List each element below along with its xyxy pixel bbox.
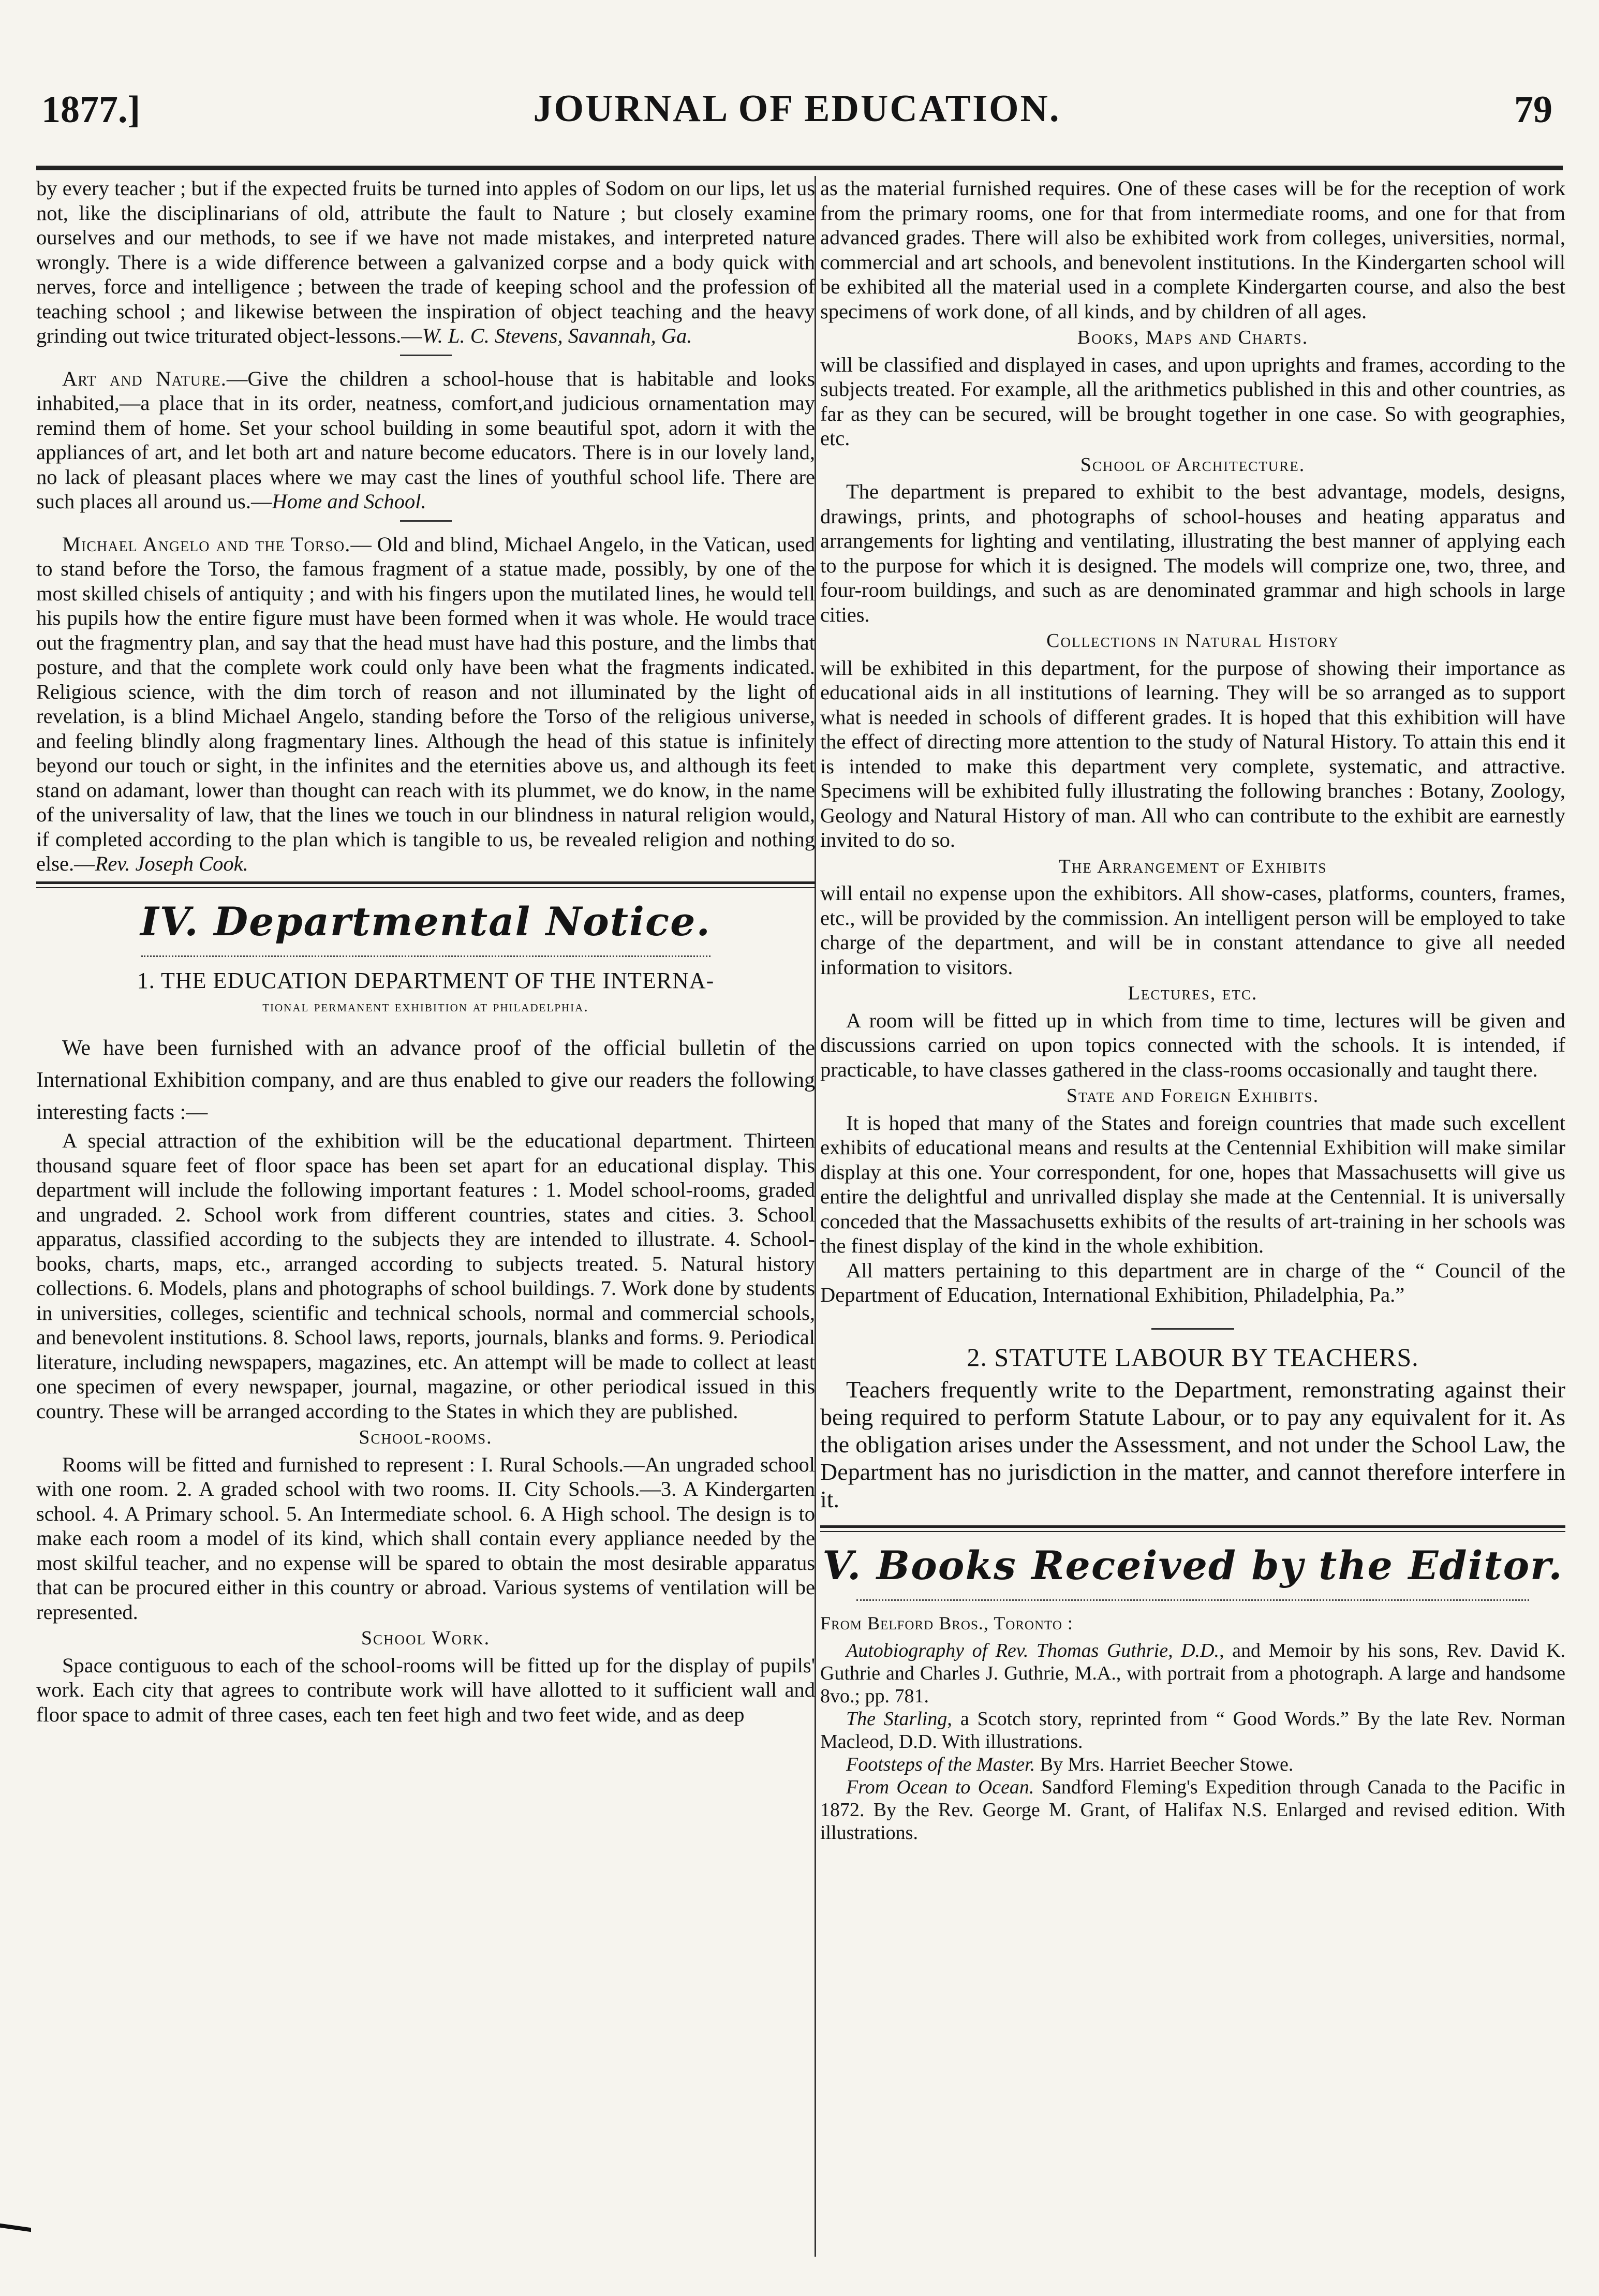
- paragraph: by every teacher ; but if the expected fruits be turned into apples of Sodom on our lips, let us not, like the disciplinarians of old, attribute the fault to Nature ; but closely examine ourselves and our methods, to see if we have not made mistakes, and interpreted nature wrongly. There is a wide difference between a galvanized corpse and a body quick with nerves, force and intelligence ; between the trade of keeping school and the profession of teaching school ; and likewise between the inspiration of object teaching and the heavy grinding out twice triturated object-lessons.—W. L. C. Stevens, Savannah, Ga.: [36, 176, 815, 347]
- book-entry: Autobiography of Rev. Thomas Guthrie, D.D., and Memoir by his sons, Rev. David K. Guthrie and Charles J. Guthrie, M.A., with portrait from a photograph. A large and handsome 8vo.; pp. 781.: [820, 1639, 1565, 1707]
- intro-paragraph: We have been furnished with an advance proof of the official bulletin of the International Exhibition company, and are thus enabled to give our readers the following interesting facts :—: [36, 1036, 815, 1124]
- header-year: 1877.]: [41, 89, 141, 131]
- paragraph: All matters pertaining to this department are in charge of the “ Council of the Department of Education, International Exhibition, Philadelphia, Pa.”: [820, 1258, 1565, 1306]
- running-header: [31, 78, 1563, 145]
- ornament-rule: [856, 1599, 1529, 1601]
- paragraph: Teachers frequently write to the Department, remonstrating against their being required to perform Statute Labour, or to pay any equivalent for it. As the obligation arises under the Assessment, and not under the School Law, the Department has no jurisdiction in the matter, and cannot therefore interfere in it.: [820, 1376, 1565, 1512]
- article-title: 2. STATUTE LABOUR BY TEACHERS.: [967, 1342, 1419, 1372]
- subheading: Lectures, etc.: [1128, 982, 1258, 1004]
- paragraph: Art and Nature.—Give the children a school-house that is habitable and looks inhabited,—a place that in its order, neatness, comfort,and judicious ornamentation may remind them of home. Set your school building in some beautiful spot, adorn it with the appliances of art, and let both art and nature become educators. There is in our lovely land, no lack of pleasant places where we may cast the lines of youthful school life. There are such places all around us.—Home and School.: [36, 366, 815, 513]
- double-rule: [820, 1525, 1565, 1532]
- paragraph: will entail no expense upon the exhibitors. All show-cases, platforms, counters, frames, etc., will be provided by the commission. An intelligent person will be employed to take charge of the department, and will be in constant attendance to give all needed information to visitors.: [820, 881, 1565, 979]
- book-entry: From Ocean to Ocean. Sandford Fleming's Expedition through Canada to the Pacific in 1872. By the Rev. George M. Grant, of Halifax N.S. Enlarged and revised edition. With illustrations.: [820, 1776, 1565, 1844]
- book-list: [820, 1639, 1565, 1844]
- paragraph: Rooms will be fitted and furnished to represent : I. Rural Schools.—An ungraded school with one room. 2. A graded school with two rooms. II. City Schools.—3. A Kindergarten school. 4. A Primary school. 5. An Intermediate school. 6. A High school. The design is to make each room a model of its kind, which shall contain every appliance needed by the most skilful teacher, and no expense will be spared to obtain the most desirable apparatus that can be procured either in this country or abroad. Various systems of ventilation will be represented.: [36, 1452, 815, 1624]
- paragraph: The department is prepared to exhibit to the best advantage, models, designs, drawings, prints, and photographs of school-houses and heating apparatus and arrangements for lighting and ventilating, illustrating the best manner of applying each to the purpose for which it is designed. The models will comprize one, two, three, and four-room buildings, and such as are denominated grammar and high schools in large cities.: [820, 480, 1565, 626]
- separator: [400, 520, 452, 522]
- paragraph: It is hoped that many of the States and foreign countries that made such excellent exhibits of educational means and results at the Centennial Exhibition will make similar display at this one. Your correspondent, for one, hopes that Massachusetts will give us entire the delightful and unrivalled display she made at the Centennial. It is universally conceded that the Massachusetts exhibits of the results of art-training in her schools was the finest display of the kind in the whole exhibition.: [820, 1111, 1565, 1257]
- subheading: School of Architecture.: [1080, 453, 1306, 476]
- subheading: Collections in Natural History: [1046, 630, 1339, 652]
- header-rule: [36, 166, 1563, 170]
- publisher-line: From Belford Bros., Toronto :: [820, 1613, 1073, 1633]
- paragraph: Space contiguous to each of the school-rooms will be fitted up for the display of pupils' work. Each city that agrees to contribute work will have allotted to it sufficient wall and floor space to admit of three cases, each ten feet high and two feet wide, and as deep: [36, 1653, 815, 1726]
- subheading: Books, Maps and Charts.: [1077, 327, 1309, 348]
- ornament-rule: [141, 955, 710, 957]
- paragraph: will be classified and displayed in cases, and upon uprights and frames, according to the subjects treated. For example, all the arithmetics published in this and other countries, as far as they can be secured, will be brought together in one case. So with geographies, etc.: [820, 352, 1565, 450]
- separator: [1151, 1328, 1234, 1330]
- double-rule: [36, 881, 815, 888]
- book-entry: Footsteps of the Master. By Mrs. Harriet Beecher Stowe.: [846, 1753, 1294, 1775]
- section-heading: V. Books Received by the Editor.: [822, 1542, 1563, 1588]
- left-column: [36, 176, 815, 2257]
- paragraph: Michael Angelo and the Torso.— Old and blind, Michael Angelo, in the Vatican, used to stand before the Torso, the famous fragment of a statue made, possibly, by one of the most skilled chisels of antiquity ; and with his fingers upon the mutilated lines, he would tell his pupils how the entire figure must have been formed when it was whole. He would trace out the fragmentry plan, and say that the head must have had this posture, and the limbs that posture, and that the complete work could only have been what the fragments indicated. Religious science, with the dim torch of reason and not illuminated by the light of revelation, is a blind Michael Angelo, standing before the Torso of the religious universe, and feeling blindly along fragmentary lines. Although the head of this statue is infinitely beyond our touch or sight, in the infinites and the eternities above us, and although its feet stand on adamant, lower than thought can reach with its plummet, we do know, in the name of the universality of law, that the lines we touch in our blindness in natural religion would, if completed according to the plan which is tangible to us, be revealed religion and nothing else.—Rev. Joseph Cook.: [36, 532, 815, 875]
- subheading: State and Foreign Exhibits.: [1066, 1085, 1320, 1107]
- subheading: The Arrangement of Exhibits: [1058, 855, 1327, 877]
- separator: [400, 355, 452, 356]
- page-edge-mark: [0, 2224, 31, 2232]
- right-column: [820, 176, 1565, 2257]
- book-entry: The Starling, a Scotch story, reprinted from “ Good Words.” By the late Rev. Norman Macleod, D.D. With illustrations.: [820, 1708, 1565, 1753]
- journal-title: JOURNAL OF EDUCATION.: [533, 87, 1061, 130]
- subheading: School-rooms.: [359, 1426, 493, 1448]
- page-number: 79: [1514, 89, 1552, 131]
- article-title: 1. THE EDUCATION DEPARTMENT OF THE INTERNA-: [137, 967, 715, 993]
- section-heading: IV. Departmental Notice.: [140, 898, 711, 945]
- paragraph: will be exhibited in this department, for the purpose of showing their importance as educational aids in all institutions of learning. They will be so arranged as to support what is needed in schools of different grades. It is hoped that this exhibition will have the effect of directing more attention to the study of Natural History. To attain this end it is intended to make this department very complete, systematic, and attractive. Specimens will be exhibited fully illustrating the following branches : Botany, Zoology, Geology and Natural History of man. All who can contribute to the exhibit are earnestly invited to do so.: [820, 656, 1565, 851]
- article-subtitle: tional permanent exhibition at philadelphia.: [262, 997, 589, 1015]
- paragraph: A special attraction of the exhibition will be the educational department. Thirteen thousand square feet of floor space has been set apart for an educational display. This department will include the following important features : 1. Model school-rooms, graded and ungraded. 2. School work from different countries, states and cities. 3. School apparatus, classified according to the subjects they are intended to illustrate. 4. School-books, charts, maps, etc., arranged according to subjects treated. 5. Natural history collections. 6. Models, plans and photographs of school buildings. 7. Work done by students in universities, colleges, scientific and technical schools, normal and commercial schools, and benevolent institutions. 8. School laws, reports, journals, blanks and forms. 9. Periodical literature, including newspapers, magazines, etc. An attempt will be made to collect at least one specimen of every newspaper, journal, magazine, or other periodical issued in this country. These will be arranged according to the States in which they are published.: [36, 1129, 815, 1423]
- paragraph: as the material furnished requires. One of these cases will be for the reception of work from the primary rooms, one for that from intermediate rooms, and one for that from advanced grades. There will also be exhibited work from colleges, universities, normal, commercial and art schools, and benevolent institutions. In the Kindergarten school will be exhibited all the material used in a complete Kindergarten course, and also the best specimens of work done, of all kinds, and by children of all ages.: [820, 176, 1565, 323]
- paragraph: A room will be fitted up in which from time to time, lectures will be given and discussions carried on upon topics connected with the schools. It is intended, if practicable, to have classes gathered in the class-rooms occasionally and taught there.: [820, 1008, 1565, 1081]
- subheading: School Work.: [361, 1627, 491, 1649]
